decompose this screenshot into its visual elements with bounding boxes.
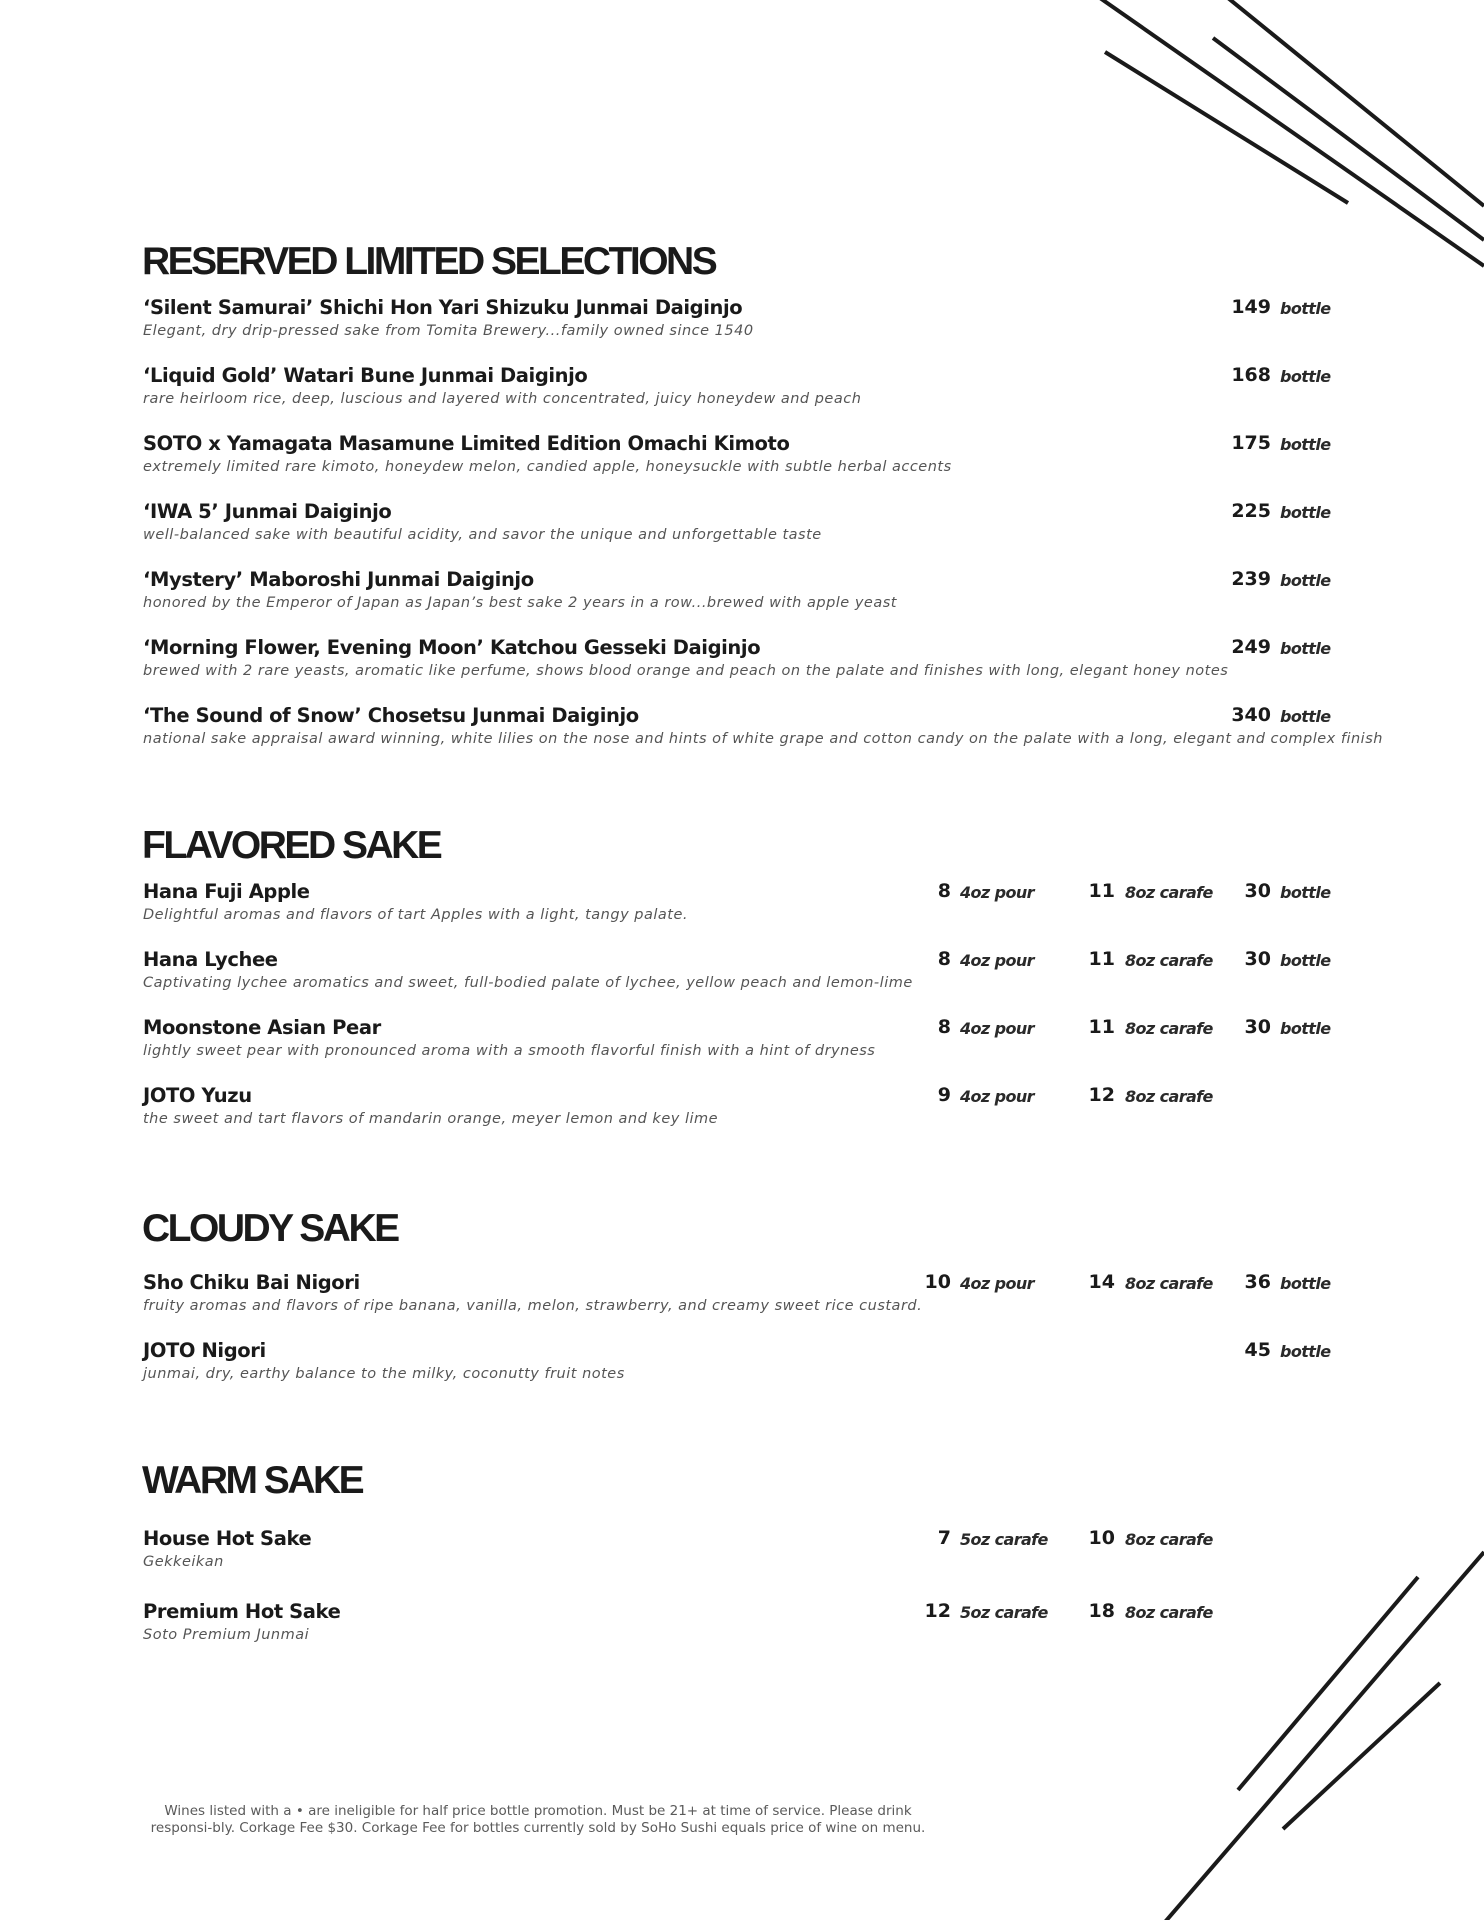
section-title-reserved: RESERVED LIMITED SELECTIONS [142,240,716,283]
pour-price: 8 [937,880,951,902]
menu-item [143,364,1333,414]
bottle-price: 249 [1231,636,1271,658]
item-description: fruity aromas and flavors of ripe banana, vanilla, melon, strawberry, and creamy sweet rice custard. [143,1298,923,1314]
item-name: SOTO x Yamagata Masamune Limited Edition Omachi Kimoto [143,432,790,455]
menu-item [143,1016,1333,1066]
item-description: Soto Premium Junmai [143,1627,310,1643]
pour-unit: 4oz pour [960,883,1034,902]
item-name: ‘Silent Samurai’ Shichi Hon Yari Shizuku Junmai Daiginjo [143,296,743,319]
carafe-price: 14 [1088,1271,1115,1293]
item-name: ‘IWA 5’ Junmai Daiginjo [143,500,392,523]
bottle-price: 149 [1231,296,1271,318]
item-name: ‘Liquid Gold’ Watari Bune Junmai Daiginjo [143,364,588,387]
pour-price: 9 [937,1084,951,1106]
footer-note: Wines listed with a • are ineligible for half price bottle promotion. Must be 21+ at time of service. Please drink responsi-bly. Corkage Fee $30. Corkage Fee for bottles currently sold by SoHo Sushi equals price of wine on menu. [150,1803,926,1836]
item-description: Elegant, dry drip-pressed sake from Tomita Brewery...family owned since 1540 [143,323,754,339]
menu-item [143,1527,1333,1577]
section-title-warm: WARM SAKE [142,1459,363,1502]
item-name: JOTO Nigori [143,1339,266,1362]
carafe-price: 18 [1088,1600,1115,1622]
pour-unit: 4oz pour [960,1019,1034,1038]
carafe-unit: 8oz carafe [1125,883,1213,902]
bottle-unit: bottle [1280,1342,1331,1361]
item-name: Sho Chiku Bai Nigori [143,1271,360,1294]
bottle-unit: bottle [1280,503,1331,522]
item-description: Captivating lychee aromatics and sweet, full-bodied palate of lychee, yellow peach and lemon-lime [143,975,913,991]
item-description: extremely limited rare kimoto, honeydew melon, candied apple, honeysuckle with subtle herbal accents [143,459,952,475]
menu-item [143,296,1333,346]
pour-unit: 4oz pour [960,951,1034,970]
menu-item [143,1339,1333,1389]
bottle-price: 30 [1244,948,1271,970]
item-description: rare heirloom rice, deep, luscious and layered with concentrated, juicy honeydew and peach [143,391,862,407]
item-description: honored by the Emperor of Japan as Japan’s best sake 2 years in a row...brewed with apple yeast [143,595,897,611]
item-name: Premium Hot Sake [143,1600,341,1623]
carafe-unit: 8oz carafe [1125,1530,1213,1549]
pour-price: 7 [937,1527,951,1549]
menu-item [143,636,1333,686]
item-name: House Hot Sake [143,1527,312,1550]
pour-unit: 5oz carafe [960,1530,1048,1549]
carafe-unit: 8oz carafe [1125,1019,1213,1038]
bottle-price: 340 [1231,704,1271,726]
menu-item [143,1084,1333,1134]
item-name: ‘Mystery’ Maboroshi Junmai Daiginjo [143,568,534,591]
bottle-price: 30 [1244,880,1271,902]
bottle-unit: bottle [1280,299,1331,318]
carafe-price: 10 [1088,1527,1115,1549]
item-description: Gekkeikan [143,1554,224,1570]
bottle-unit: bottle [1280,883,1331,902]
bottle-price: 30 [1244,1016,1271,1038]
menu-item [143,568,1333,618]
bottle-unit: bottle [1280,639,1331,658]
item-description: the sweet and tart flavors of mandarin orange, meyer lemon and key lime [143,1111,719,1127]
pour-price: 8 [937,948,951,970]
bottle-unit: bottle [1280,707,1331,726]
pour-price: 12 [924,1600,951,1622]
menu-item [143,1271,1333,1321]
item-name: Hana Lychee [143,948,278,971]
bottle-price: 225 [1231,500,1271,522]
carafe-unit: 8oz carafe [1125,951,1213,970]
section-title-cloudy: CLOUDY SAKE [142,1207,398,1250]
bottle-price: 168 [1231,364,1271,386]
bottle-unit: bottle [1280,367,1331,386]
carafe-unit: 8oz carafe [1125,1087,1213,1106]
carafe-unit: 8oz carafe [1125,1274,1213,1293]
item-description: junmai, dry, earthy balance to the milky, coconutty fruit notes [143,1366,625,1382]
pour-unit: 5oz carafe [960,1603,1048,1622]
carafe-price: 11 [1088,880,1115,902]
item-name: Moonstone Asian Pear [143,1016,381,1039]
bottle-price: 175 [1231,432,1271,454]
item-description: brewed with 2 rare yeasts, aromatic like perfume, shows blood orange and peach on the palate and finishes with long, elegant honey notes [143,663,1229,679]
menu-item [143,880,1333,930]
section-title-flavored: FLAVORED SAKE [142,824,441,867]
pour-price: 10 [924,1271,951,1293]
bottle-unit: bottle [1280,435,1331,454]
bottle-price: 36 [1244,1271,1271,1293]
pour-unit: 4oz pour [960,1274,1034,1293]
carafe-unit: 8oz carafe [1125,1603,1213,1622]
bottle-unit: bottle [1280,571,1331,590]
carafe-price: 12 [1088,1084,1115,1106]
item-name: JOTO Yuzu [143,1084,252,1107]
pour-unit: 4oz pour [960,1087,1034,1106]
item-name: Hana Fuji Apple [143,880,310,903]
bottle-price: 239 [1231,568,1271,590]
menu-item [143,1600,1333,1650]
item-description: Delightful aromas and flavors of tart Apples with a light, tangy palate. [143,907,688,923]
item-description: lightly sweet pear with pronounced aroma with a smooth flavorful finish with a hint of dryness [143,1043,876,1059]
menu-item [143,432,1333,482]
menu-item [143,500,1333,550]
carafe-price: 11 [1088,948,1115,970]
bottle-price: 45 [1244,1339,1271,1361]
menu-item [143,948,1333,998]
bottle-unit: bottle [1280,951,1331,970]
item-name: ‘Morning Flower, Evening Moon’ Katchou Gesseki Daiginjo [143,636,761,659]
item-description: national sake appraisal award winning, white lilies on the nose and hints of white grape and cotton candy on the palate with a long, elegant and complex finish [143,731,1383,747]
bottle-unit: bottle [1280,1274,1331,1293]
item-description: well-balanced sake with beautiful acidity, and savor the unique and unforgettable taste [143,527,822,543]
carafe-price: 11 [1088,1016,1115,1038]
item-name: ‘The Sound of Snow’ Chosetsu Junmai Daiginjo [143,704,639,727]
pour-price: 8 [937,1016,951,1038]
bottle-unit: bottle [1280,1019,1331,1038]
menu-item [143,704,1383,754]
